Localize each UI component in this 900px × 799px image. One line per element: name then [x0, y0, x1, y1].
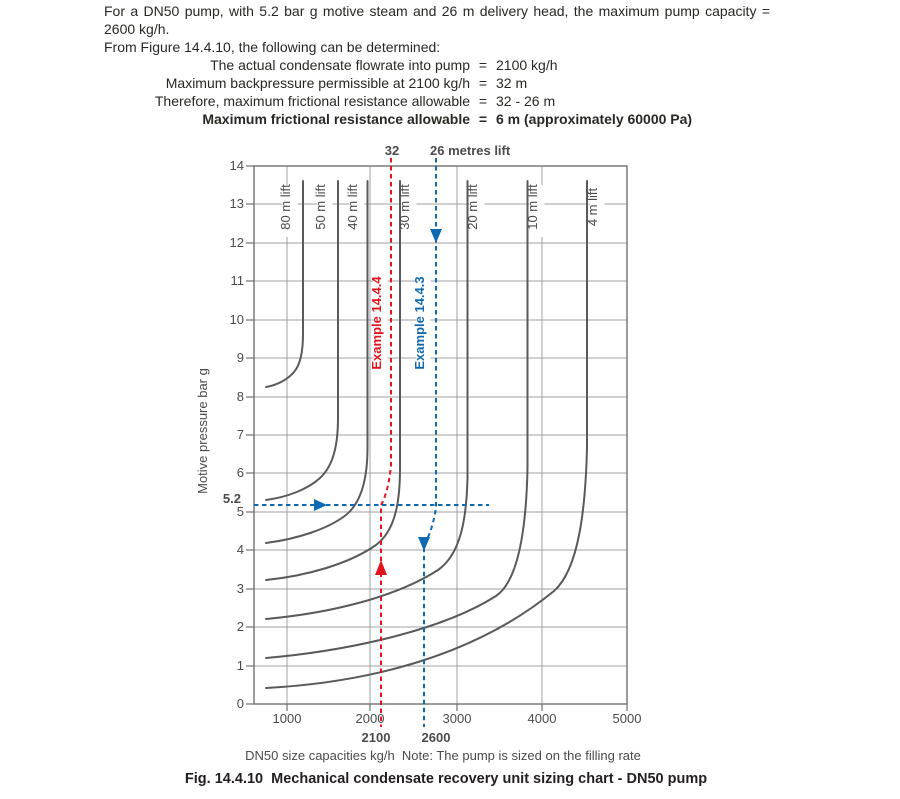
- x-tick: 2000: [355, 711, 385, 726]
- equation-value: 32 - 26 m: [496, 93, 556, 109]
- flowrate-2100-label: 2100: [361, 730, 391, 745]
- example-blue-down-arrow-top: [430, 229, 442, 243]
- y-axis-title: Motive pressure bar g: [195, 368, 210, 494]
- backpressure-32-label: 32: [384, 143, 400, 158]
- example-red-label: Example 14.4.4: [369, 276, 384, 370]
- equation-row: [104, 92, 770, 110]
- curve-label-40m: 40 m lift: [345, 184, 360, 230]
- equation-label: Therefore, maximum frictional resistance allowable: [154, 93, 470, 109]
- y-tick: 6: [236, 465, 244, 480]
- y-tick: 2: [236, 619, 244, 634]
- intro-paragraph: For a DN50 pump, with 5.2 bar g motive steam and 26 m delivery head, the maximum pump capacity = 2600 kg/h.: [104, 3, 770, 37]
- equals-sign: =: [478, 75, 488, 91]
- equation-label: Maximum backpressure permissible at 2100 kg/h: [165, 75, 470, 91]
- curve-30m-lift: [266, 181, 400, 580]
- curve-label-4m: 4 m lift: [585, 187, 600, 227]
- y-tick: 1: [236, 658, 244, 673]
- y-tick: 0: [236, 696, 244, 711]
- equation-label: Maximum frictional resistance allowable: [202, 111, 470, 127]
- x-axis-caption: DN50 size capacities kg/h Note: The pump is sized on the filling rate: [245, 748, 641, 763]
- y-tick: 8: [236, 389, 244, 404]
- sizing-chart: [0, 140, 900, 748]
- x-tick: 5000: [612, 711, 642, 726]
- y-tick: 5: [236, 504, 244, 519]
- y-tick: 12: [229, 235, 244, 250]
- curve-label-30m: 30 m lift: [397, 184, 412, 230]
- curve-label-10m: 10 m lift: [525, 184, 540, 230]
- equation-row: [104, 56, 770, 74]
- example-blue-down-arrow-bottom: [418, 537, 430, 551]
- x-axis-ticks: [287, 704, 627, 711]
- x-tick: 4000: [527, 711, 557, 726]
- intro-text: [104, 2, 770, 128]
- lift-curve-labels: [278, 184, 600, 230]
- figure-caption: Fig. 14.4.10 Mechanical condensate recovery unit sizing chart - DN50 pump: [184, 771, 708, 787]
- equation-label: The actual condensate flowrate into pump: [210, 57, 470, 73]
- equation-row-result: [104, 110, 770, 128]
- x-axis-labels: [273, 711, 642, 745]
- example-blue-right-arrow: [314, 499, 327, 511]
- y-tick: 13: [229, 196, 244, 211]
- y-tick: 7: [236, 427, 244, 442]
- y-tick: 10: [229, 312, 244, 327]
- example-blue-label: Example 14.4.3: [412, 276, 427, 370]
- y-tick: 9: [236, 350, 244, 365]
- equation-value: 32 m: [496, 75, 528, 91]
- x-tick: 3000: [442, 711, 472, 726]
- curve-label-20m: 20 m lift: [465, 184, 480, 230]
- equals-sign: =: [478, 93, 488, 109]
- curve-label-80m: 80 m lift: [278, 184, 293, 230]
- flowrate-2600-label: 2600: [421, 730, 451, 745]
- y-tick: 3: [236, 581, 244, 596]
- curve-label-50m: 50 m lift: [313, 184, 328, 230]
- y-axis-ticks: [246, 166, 254, 704]
- example-red-up-arrow: [375, 560, 387, 575]
- lift-26m-label: 26 metres lift: [430, 143, 511, 158]
- y-tick: 14: [229, 158, 244, 173]
- curve-10m-lift: [266, 181, 528, 658]
- equation-value: 2100 kg/h: [496, 57, 558, 73]
- label-halos: [283, 185, 605, 375]
- intro-line: From Figure 14.4.10, the following can be determined:: [104, 39, 441, 55]
- equals-sign: =: [478, 111, 488, 127]
- pressure-5-2-marker: 5.2: [222, 491, 241, 506]
- equals-sign: =: [478, 57, 488, 73]
- y-tick: 4: [236, 542, 244, 557]
- y-tick: 11: [230, 273, 244, 288]
- equation-row: [104, 74, 770, 92]
- equation-value: 6 m (approximately 60000 Pa): [496, 111, 693, 127]
- x-tick: 1000: [272, 711, 302, 726]
- y-axis-labels: [223, 158, 244, 711]
